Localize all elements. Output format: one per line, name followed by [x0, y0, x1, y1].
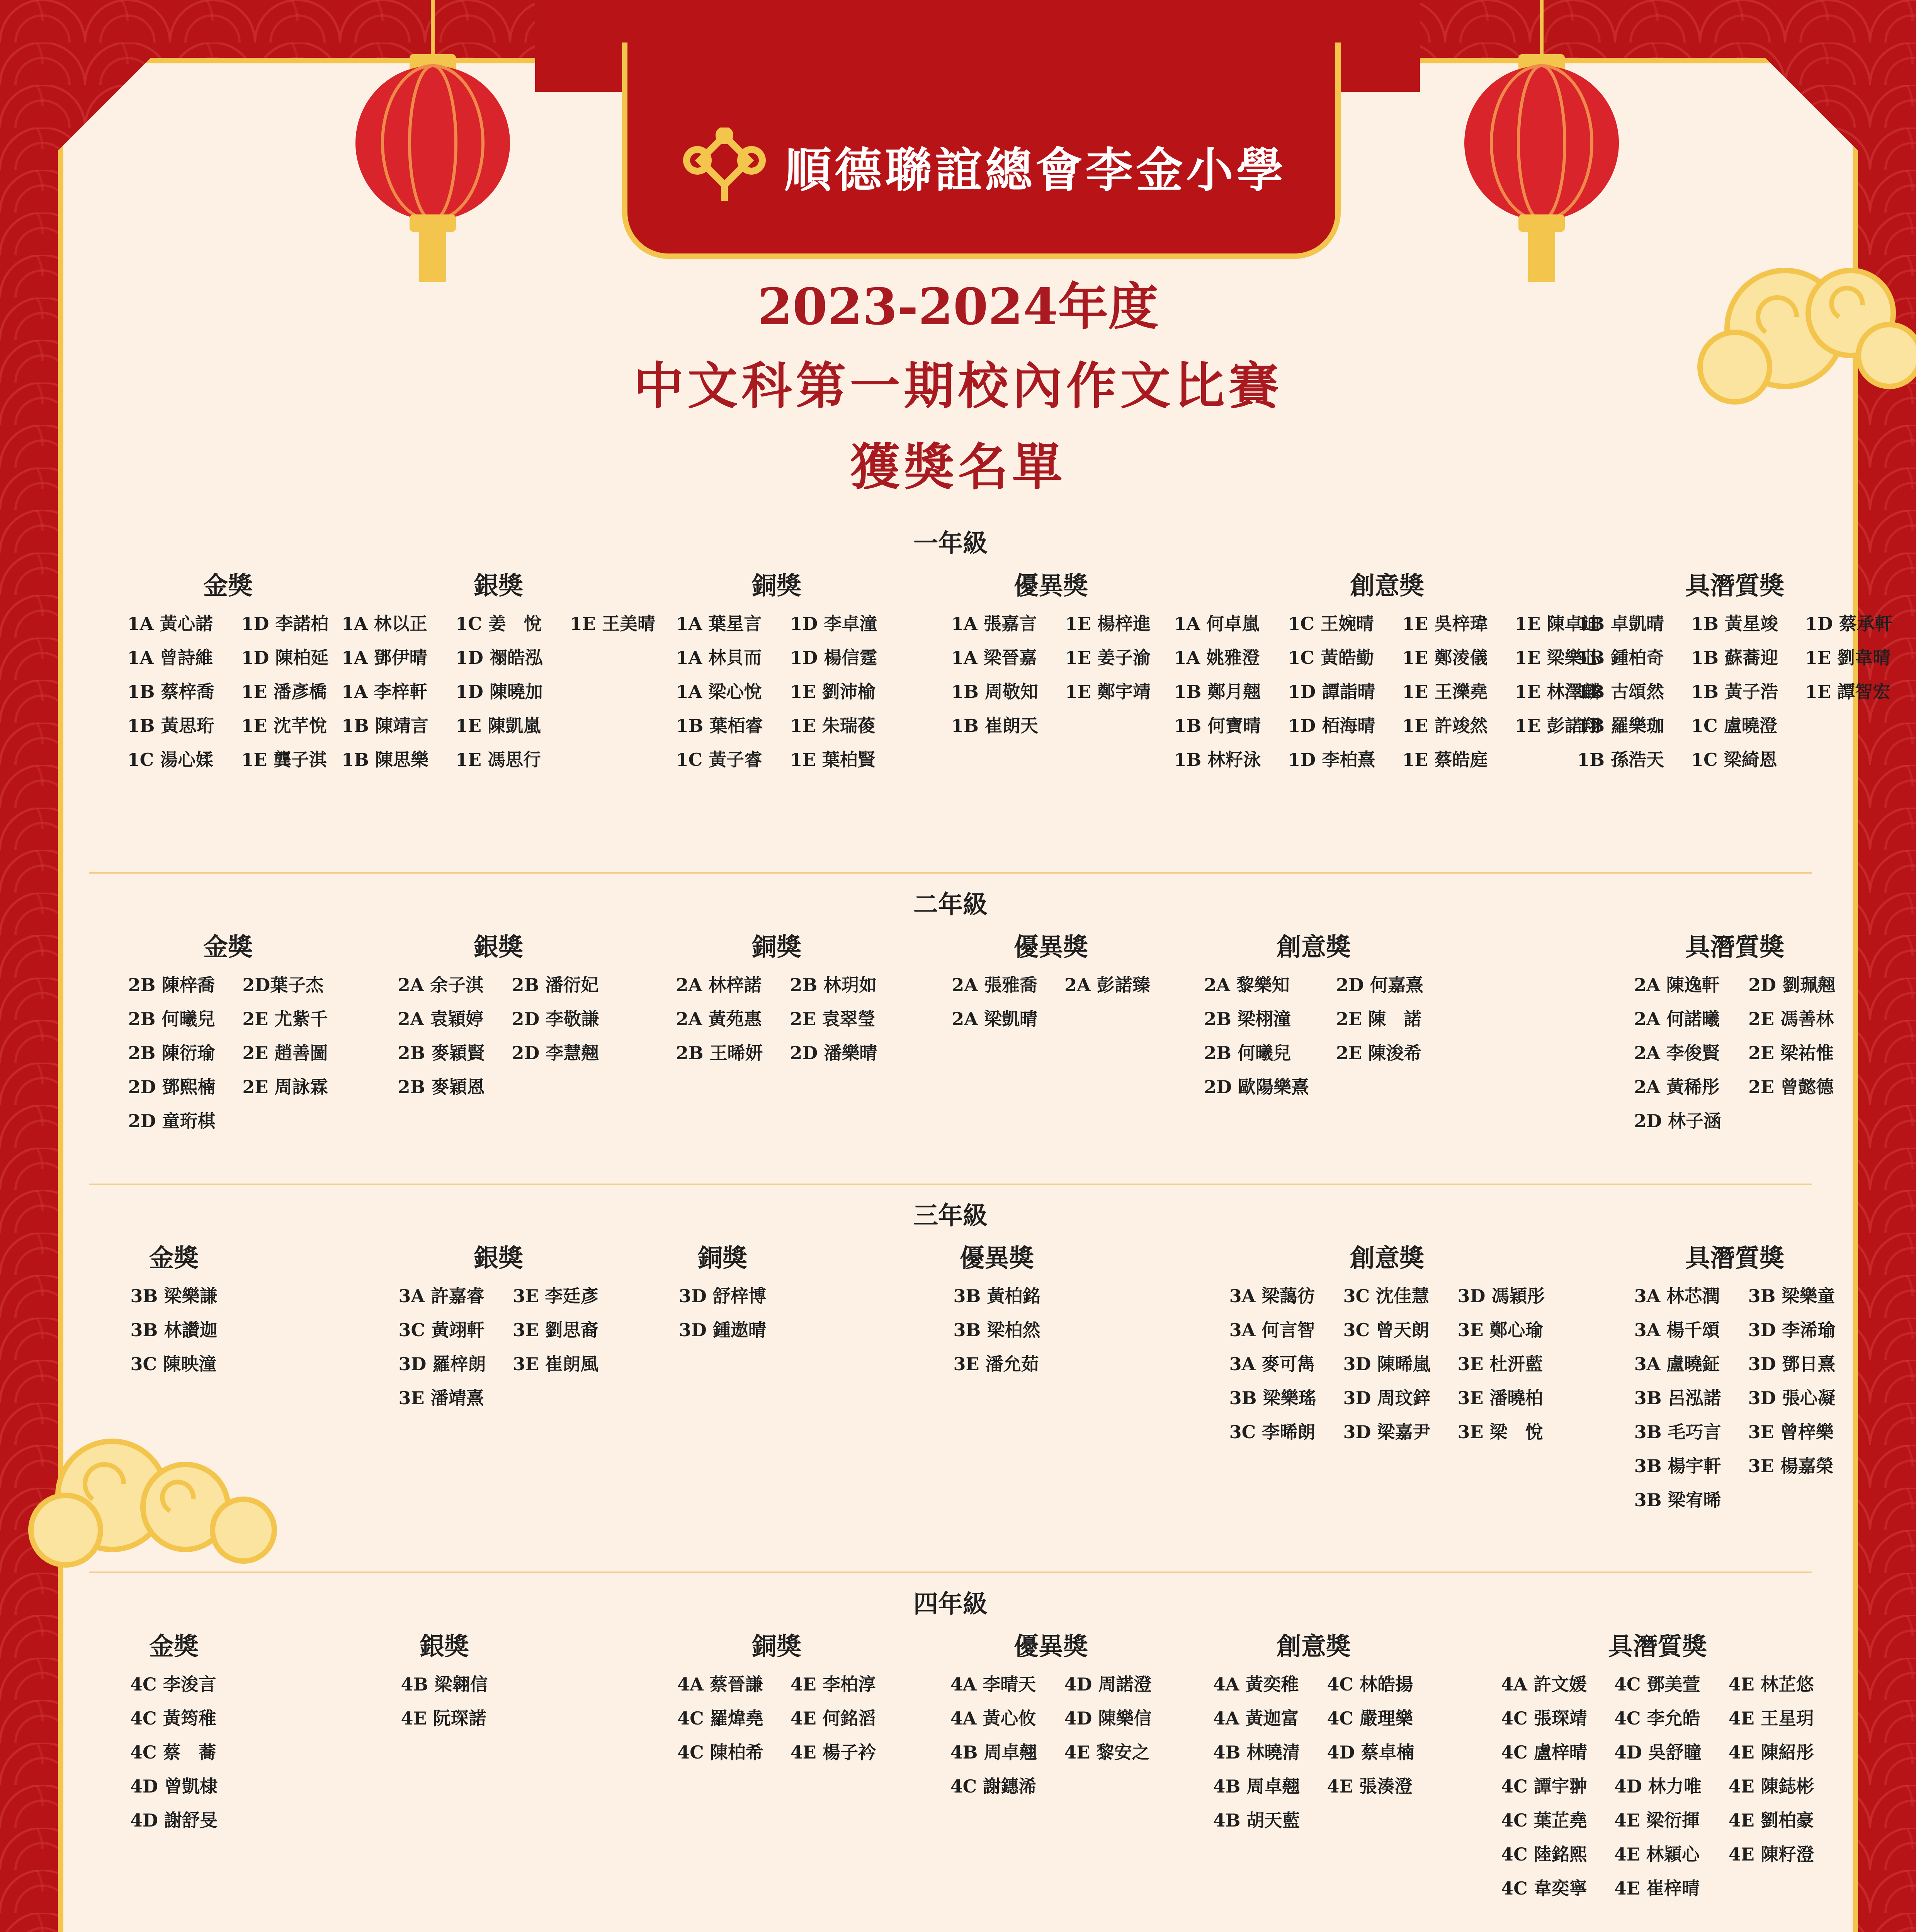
- winner-name: 4C 鄧美萱: [1614, 1674, 1700, 1695]
- section-divider: [89, 1184, 1812, 1185]
- grade-title: 二年級: [913, 890, 988, 919]
- winner-name: 1E 林澤麟: [1515, 681, 1600, 702]
- winner-name: 1B 卓凱晴: [1577, 613, 1664, 634]
- winner-name: 1D 李卓潼: [790, 613, 877, 634]
- award-title: 優異獎: [1014, 933, 1088, 962]
- winner-name: 1C 湯心媃: [127, 749, 214, 770]
- winner-name: 2E 趙善圖: [242, 1043, 328, 1063]
- name-list: [641, 1279, 804, 1347]
- winner-name: 1E 劉沛榆: [790, 681, 876, 702]
- award-title: 優異獎: [960, 1244, 1034, 1273]
- winner-name: 3B 梁柏然: [953, 1320, 1040, 1340]
- winner-name: 3B 梁樂瑤: [1229, 1388, 1316, 1408]
- winner-name: 3E 鄭心瑜: [1457, 1320, 1543, 1340]
- winner-name: 1B 崔朗天: [951, 715, 1038, 736]
- winner-name: 3B 毛巧言: [1634, 1422, 1721, 1442]
- winner-name: 4C 蔡 蕎: [130, 1742, 216, 1763]
- winner-name: 3D 馮穎彤: [1457, 1286, 1545, 1306]
- winner-name: 3D 周玟鋅: [1343, 1388, 1431, 1408]
- winner-name: 3A 何言智: [1229, 1320, 1315, 1340]
- winner-name: 1B 羅樂珈: [1577, 715, 1664, 736]
- winner-name: 1D 陳曉加: [455, 681, 543, 702]
- winner-name: 4A 蔡晉謙: [677, 1674, 763, 1695]
- winner-name: 2B 陳梓喬: [128, 975, 215, 995]
- winner-name: 1C 梁綺恩: [1691, 749, 1777, 770]
- winner-name: 2D 林子涵: [1634, 1111, 1721, 1131]
- name-list: [363, 1279, 634, 1415]
- winner-name: 4E 陳紹彤: [1728, 1742, 1814, 1763]
- winner-name: 3D 陳晞嵐: [1343, 1354, 1431, 1374]
- winner-name: 1E 馮思行: [455, 749, 541, 770]
- winner-name: 3D 羅梓朗: [398, 1354, 486, 1374]
- name-list: [916, 1667, 1186, 1803]
- winner-name: 4A 黃奕稚: [1213, 1674, 1299, 1695]
- winner-name: 3C 曾天朗: [1343, 1320, 1430, 1340]
- winner-name: 3A 梁藹彷: [1229, 1286, 1315, 1306]
- award-title: 銀獎: [474, 1244, 523, 1273]
- name-list: [641, 607, 912, 777]
- winner-name: 1A 張嘉言: [951, 613, 1037, 634]
- winner-name: 4E 王星玥: [1728, 1708, 1814, 1729]
- winner-name: 1E 王濼堯: [1402, 681, 1488, 702]
- winner-name: 3C 沈佳慧: [1343, 1286, 1430, 1306]
- winner-name: 2A 陳逸軒: [1634, 975, 1720, 995]
- winner-name: 1E 鄭淩儀: [1402, 647, 1488, 668]
- winner-name: 2E 尤紫千: [242, 1009, 328, 1029]
- winner-name: 1D 李柏熹: [1288, 749, 1375, 770]
- award-title: 金獎: [149, 1244, 199, 1273]
- name-list: [1577, 607, 1892, 777]
- winner-name: 3E 楊嘉榮: [1748, 1456, 1834, 1476]
- winner-name: 4D 周諾澄: [1064, 1674, 1152, 1695]
- winner-name: 3D 鄧日熹: [1748, 1354, 1836, 1374]
- winner-name: 2A 彭諾臻: [1064, 975, 1150, 995]
- winner-name: 2D 鄧熙楠: [128, 1077, 216, 1097]
- winner-name: 1C 黃子睿: [676, 749, 762, 770]
- winner-name: 3D 鍾遨晴: [679, 1320, 766, 1340]
- winner-name: 1E 梁樂芯: [1515, 647, 1600, 668]
- award-title: 創意獎: [1350, 571, 1424, 600]
- winner-name: 2D 劉珮翹: [1748, 975, 1836, 995]
- award-title: 銀獎: [420, 1632, 469, 1661]
- winner-name: 4E 陳籽澄: [1728, 1844, 1814, 1865]
- winner-name: 2D 歐陽樂熹: [1204, 1077, 1309, 1097]
- winner-name: 2B 潘衍妃: [512, 975, 599, 995]
- winner-name: 4C 盧梓晴: [1501, 1742, 1587, 1763]
- winner-name: 1B 蘇蕎迎: [1691, 647, 1778, 668]
- winner-name: 1D 陳柏延: [241, 647, 329, 668]
- award-list-heading: 獲獎名單: [850, 437, 1066, 497]
- winner-name: 4E 陳鋕彬: [1728, 1776, 1814, 1797]
- winner-name: 1B 孫浩天: [1577, 749, 1664, 770]
- award-title: 銅獎: [752, 1632, 801, 1661]
- name-list: [342, 607, 655, 777]
- winner-name: 1E 鄭宇靖: [1065, 681, 1151, 702]
- winner-name: 2A 梁凱晴: [952, 1009, 1037, 1029]
- cloud-icon: [23, 1430, 301, 1577]
- winner-name: 3E 曾梓樂: [1748, 1422, 1834, 1442]
- winner-name: 3E 杜汧藍: [1457, 1354, 1543, 1374]
- winner-name: 1B 黃思珩: [127, 715, 214, 736]
- winner-name: 1A 梁晉嘉: [951, 647, 1037, 668]
- winner-name: 4E 梁衍揮: [1614, 1810, 1700, 1831]
- winner-name: 3E 崔朗風: [513, 1354, 598, 1374]
- award-title: 創意獎: [1277, 933, 1351, 962]
- award-title: 創意獎: [1350, 1244, 1424, 1273]
- winner-name: 4C 李允皓: [1614, 1708, 1700, 1729]
- winner-name: 2A 袁穎婷: [398, 1009, 484, 1029]
- winner-name: 1A 鄧伊晴: [342, 647, 427, 668]
- award-title: 銅獎: [752, 571, 801, 600]
- award-title: 金獎: [149, 1632, 199, 1661]
- name-list: [916, 607, 1186, 743]
- winner-name: 2E 曾懿德: [1748, 1077, 1834, 1097]
- name-list: [1600, 968, 1870, 1138]
- winner-name: 4A 李晴天: [950, 1674, 1036, 1695]
- name-list: [1449, 1667, 1866, 1905]
- winner-name: 4E 林穎心: [1614, 1844, 1700, 1865]
- award-title: 具潛質獎: [1608, 1632, 1707, 1661]
- winner-name: 2A 黎樂知: [1204, 975, 1290, 995]
- winner-name: 4C 葉芷堯: [1501, 1810, 1587, 1831]
- winner-name: 2B 林玥如: [790, 975, 877, 995]
- section-divider: [89, 872, 1812, 874]
- winner-name: 3B 黃柏銘: [953, 1286, 1040, 1306]
- winner-name: 2B 麥穎恩: [398, 1077, 485, 1097]
- name-list: [1178, 1279, 1596, 1449]
- year-heading: 2023-2024年度: [757, 277, 1159, 336]
- winner-name: 1D 楊信霆: [790, 647, 877, 668]
- winner-name: 2A 黃稀彤: [1634, 1077, 1720, 1097]
- winner-name: 1E 王美晴: [570, 613, 655, 634]
- winner-name: 4C 嚴理樂: [1327, 1708, 1413, 1729]
- name-list: [93, 1667, 255, 1837]
- winner-name: 1E 吳梓瑋: [1402, 613, 1488, 634]
- name-list: [641, 1667, 912, 1769]
- name-list: [916, 968, 1186, 1036]
- winner-name: 2B 陳衍瑜: [128, 1043, 215, 1063]
- winner-name: 1E 沈芊悅: [241, 715, 327, 736]
- winner-name: 3C 陳映潼: [130, 1354, 217, 1374]
- winner-name: 3D 梁嘉尹: [1343, 1422, 1431, 1442]
- winner-name: 4E 楊子衿: [790, 1742, 876, 1763]
- winner-name: 4A 許文媛: [1501, 1674, 1587, 1695]
- winner-name: 1A 林以正: [342, 613, 427, 634]
- winner-name: 1E 陳凱嵐: [455, 715, 541, 736]
- winner-name: 2B 麥穎賢: [398, 1043, 485, 1063]
- winner-name: 4B 周卓翹: [1213, 1776, 1300, 1797]
- award-title: 創意獎: [1277, 1632, 1351, 1661]
- winner-name: 1E 許竣然: [1402, 715, 1488, 736]
- winner-name: 4D 曾凱棣: [130, 1776, 218, 1797]
- winner-name: 4C 羅煒堯: [677, 1708, 763, 1729]
- winner-name: 4B 梁翱信: [401, 1674, 488, 1695]
- winner-name: 4C 韋奕寧: [1501, 1878, 1587, 1899]
- winner-name: 1C 黃皓勤: [1288, 647, 1374, 668]
- winner-name: 3E 潘允茹: [953, 1354, 1039, 1374]
- winner-name: 1B 林籽泳: [1174, 749, 1261, 770]
- winner-name: 1A 姚雅澄: [1174, 647, 1260, 668]
- winner-name: 2B 何曦兒: [1204, 1043, 1291, 1063]
- winner-name: 2A 張雅喬: [952, 975, 1037, 995]
- winner-name: 2D 童珩棋: [128, 1111, 216, 1131]
- winner-name: 4B 林曉清: [1213, 1742, 1300, 1763]
- winner-name: 4E 何銘滔: [790, 1708, 876, 1729]
- winner-name: 2A 黃苑惠: [676, 1009, 762, 1029]
- winner-name: 2E 袁翠瑩: [790, 1009, 876, 1029]
- winner-name: 1B 何寶晴: [1174, 715, 1261, 736]
- winner-name: 1A 曾詩維: [127, 647, 213, 668]
- winner-name: 3B 梁樂謙: [130, 1286, 218, 1306]
- name-list: [363, 968, 634, 1104]
- winner-name: 2E 馮善林: [1748, 1009, 1834, 1029]
- winner-name: 1E 龔子淇: [241, 749, 327, 770]
- winner-name: 4D 林力唯: [1614, 1776, 1702, 1797]
- award-title: 銀獎: [474, 933, 523, 962]
- winner-name: 1E 蔡皓庭: [1402, 749, 1488, 770]
- winner-name: 4B 胡天藍: [1213, 1810, 1300, 1831]
- winner-name: 3A 許嘉睿: [398, 1286, 485, 1306]
- winner-name: 1B 鍾柏奇: [1577, 647, 1664, 668]
- winner-name: 1C 盧曉澄: [1691, 715, 1777, 736]
- winner-name: 1A 李梓軒: [342, 681, 427, 702]
- winner-name: 1E 葉柏賢: [790, 749, 876, 770]
- name-list: [93, 607, 363, 777]
- winner-name: 4E 阮琛諾: [401, 1708, 486, 1729]
- winner-name: 1B 蔡梓喬: [127, 681, 214, 702]
- winner-name: 1A 何卓嵐: [1174, 613, 1260, 634]
- competition-heading: 中文科第一期校內作文比賽: [633, 356, 1283, 415]
- section-divider: [89, 1571, 1812, 1573]
- winner-name: 1B 陳思樂: [342, 749, 428, 770]
- winner-name: 3A 盧曉鉦: [1634, 1354, 1720, 1374]
- winner-name: 1E 彭諾翔: [1515, 715, 1600, 736]
- grade-title: 一年級: [913, 529, 988, 558]
- grade-title: 四年級: [913, 1590, 988, 1619]
- grade-title: 三年級: [913, 1201, 988, 1230]
- winner-name: 4C 謝鏸浠: [950, 1776, 1037, 1797]
- winner-name: 1A 黃心諾: [127, 613, 213, 634]
- winner-name: 2B 何曦兒: [128, 1009, 215, 1029]
- name-list: [916, 1279, 1078, 1381]
- name-list: [1178, 968, 1449, 1104]
- winner-name: 2D 潘樂晴: [790, 1043, 877, 1063]
- winner-name: 1A 葉星言: [676, 613, 762, 634]
- winner-name: 3B 林讚迦: [130, 1320, 218, 1340]
- winner-name: 1B 黃子浩: [1691, 681, 1778, 702]
- winner-name: 3A 楊千頌: [1634, 1320, 1720, 1340]
- winner-name: 3B 梁宥晞: [1634, 1490, 1721, 1510]
- winner-name: 3A 林芯潤: [1634, 1286, 1720, 1306]
- winner-name: 4E 崔梓晴: [1614, 1878, 1700, 1899]
- name-list: [1178, 1667, 1449, 1837]
- award-title: 具潛質獎: [1685, 933, 1784, 962]
- winner-name: 1A 梁心悅: [676, 681, 762, 702]
- winner-name: 2D 何嘉熹: [1336, 975, 1423, 995]
- lantern-icon: [1453, 0, 1630, 286]
- winner-name: 4E 李柏淳: [790, 1674, 876, 1695]
- winner-name: 3D 張心凝: [1748, 1388, 1836, 1408]
- winner-name: 4D 陳樂信: [1064, 1708, 1152, 1729]
- winner-name: 2E 梁祐惟: [1748, 1043, 1834, 1063]
- winner-name: 2B 王晞妍: [676, 1043, 763, 1063]
- winner-name: 2E 周詠霖: [242, 1077, 328, 1097]
- winner-name: 1D 蔡承軒: [1805, 613, 1892, 634]
- winner-name: 4C 李浚言: [130, 1674, 216, 1695]
- winner-name: 1D 李諾柏: [241, 613, 329, 634]
- winner-name: 1E 譚智宏: [1805, 681, 1891, 702]
- winner-name: 4C 黃筠稚: [130, 1708, 216, 1729]
- winner-name: 1E 潘彥橋: [241, 681, 327, 702]
- winner-name: 1E 姜子渝: [1065, 647, 1151, 668]
- winner-name: 4D 謝舒旻: [130, 1810, 218, 1831]
- winner-name: 3A 麥可雋: [1229, 1354, 1315, 1374]
- winner-name: 4C 陳柏希: [677, 1742, 763, 1763]
- award-title: 具潛質獎: [1685, 571, 1784, 600]
- winner-name: 4C 陸銘熙: [1501, 1844, 1587, 1865]
- winner-name: 1D 栢海晴: [1288, 715, 1375, 736]
- winner-name: 4E 黎安之: [1064, 1742, 1150, 1763]
- winner-name: 3E 潘曉柏: [1457, 1388, 1543, 1408]
- winner-name: 4C 譚宇翀: [1501, 1776, 1587, 1797]
- winner-name: 2A 何諾曦: [1634, 1009, 1720, 1029]
- winner-name: 2D 李慧翹: [512, 1043, 599, 1063]
- winner-name: 1B 鄭月翹: [1174, 681, 1261, 702]
- name-list: [641, 968, 912, 1070]
- winner-name: 2A 林梓諾: [676, 975, 762, 995]
- award-title: 優異獎: [1014, 571, 1088, 600]
- winner-name: 1D 譚詣晴: [1288, 681, 1375, 702]
- winner-name: 4D 蔡卓楠: [1327, 1742, 1414, 1763]
- winner-name: 2D 李敬謙: [512, 1009, 599, 1029]
- winner-name: 1B 葉栢睿: [676, 715, 763, 736]
- winner-name: 1B 陳靖言: [342, 715, 428, 736]
- winner-name: 3D 舒梓博: [679, 1286, 766, 1306]
- winner-name: 2B 梁栩潼: [1204, 1009, 1291, 1029]
- winner-name: 3E 劉思裔: [513, 1320, 598, 1340]
- winner-name: 3B 梁樂童: [1748, 1286, 1835, 1306]
- chinese-knot-icon: [680, 128, 769, 205]
- winner-name: 1B 古頌然: [1577, 681, 1664, 702]
- winner-name: 3E 梁 悅: [1457, 1422, 1543, 1442]
- winner-name: 2A 李俊賢: [1634, 1043, 1720, 1063]
- winner-name: 3C 李晞朗: [1229, 1422, 1316, 1442]
- winner-name: 2D葉子杰: [242, 975, 324, 995]
- winner-name: 4E 林芷悠: [1728, 1674, 1814, 1695]
- winner-name: 1C 王婉晴: [1288, 613, 1374, 634]
- winner-name: 3B 楊宇軒: [1634, 1456, 1721, 1476]
- award-title: 金獎: [203, 933, 253, 962]
- winner-name: 1B 周敬知: [951, 681, 1038, 702]
- winner-name: 4E 張湊澄: [1327, 1776, 1413, 1797]
- winner-name: 4D 吳舒瞳: [1614, 1742, 1702, 1763]
- winner-name: 3C 黃翊軒: [398, 1320, 485, 1340]
- winner-name: 2E 陳 諾: [1336, 1009, 1422, 1029]
- winner-name: 2E 陳浚希: [1336, 1043, 1422, 1063]
- name-list: [1600, 1279, 1870, 1517]
- winner-name: 4C 張琛靖: [1501, 1708, 1587, 1729]
- school-name: 順德聯誼總會李金小學: [784, 142, 1287, 198]
- winner-name: 4C 林皓揚: [1327, 1674, 1413, 1695]
- award-title: 銀獎: [474, 571, 523, 600]
- winner-name: 4A 黃心攸: [950, 1708, 1036, 1729]
- winner-name: 4E 劉柏豪: [1728, 1810, 1814, 1831]
- award-title: 銅獎: [698, 1244, 747, 1273]
- winner-name: 3B 呂泓諾: [1634, 1388, 1721, 1408]
- winner-name: 3D 李浠瑜: [1748, 1320, 1836, 1340]
- winner-name: 1E 陳卓迪: [1515, 613, 1600, 634]
- winner-name: 4B 周卓翹: [950, 1742, 1037, 1763]
- winner-name: 1A 林貝而: [676, 647, 762, 668]
- name-list: [93, 1279, 255, 1381]
- name-list: [1174, 607, 1600, 777]
- award-title: 具潛質獎: [1685, 1244, 1784, 1273]
- award-title: 優異獎: [1014, 1632, 1088, 1661]
- winner-name: 3E 李廷彥: [513, 1286, 598, 1306]
- winner-name: 2A 余子淇: [398, 975, 484, 995]
- winner-name: 4A 黃迦富: [1213, 1708, 1299, 1729]
- winner-name: 1D 禤皓泓: [455, 647, 543, 668]
- school-title: [680, 120, 1337, 213]
- lantern-icon: [344, 0, 522, 286]
- award-title: 金獎: [203, 571, 253, 600]
- award-title: 銅獎: [752, 933, 801, 962]
- winner-name: 1E 劉韋晴: [1805, 647, 1891, 668]
- winner-name: 1E 朱瑞葰: [790, 715, 876, 736]
- winner-name: 1B 黃星竣: [1691, 613, 1778, 634]
- winner-name: 1E 楊梓進: [1065, 613, 1151, 634]
- winner-name: 3E 潘靖熹: [398, 1388, 484, 1408]
- winner-name: 1C 姜 悅: [455, 613, 542, 634]
- name-list: [363, 1667, 525, 1735]
- name-list: [93, 968, 363, 1138]
